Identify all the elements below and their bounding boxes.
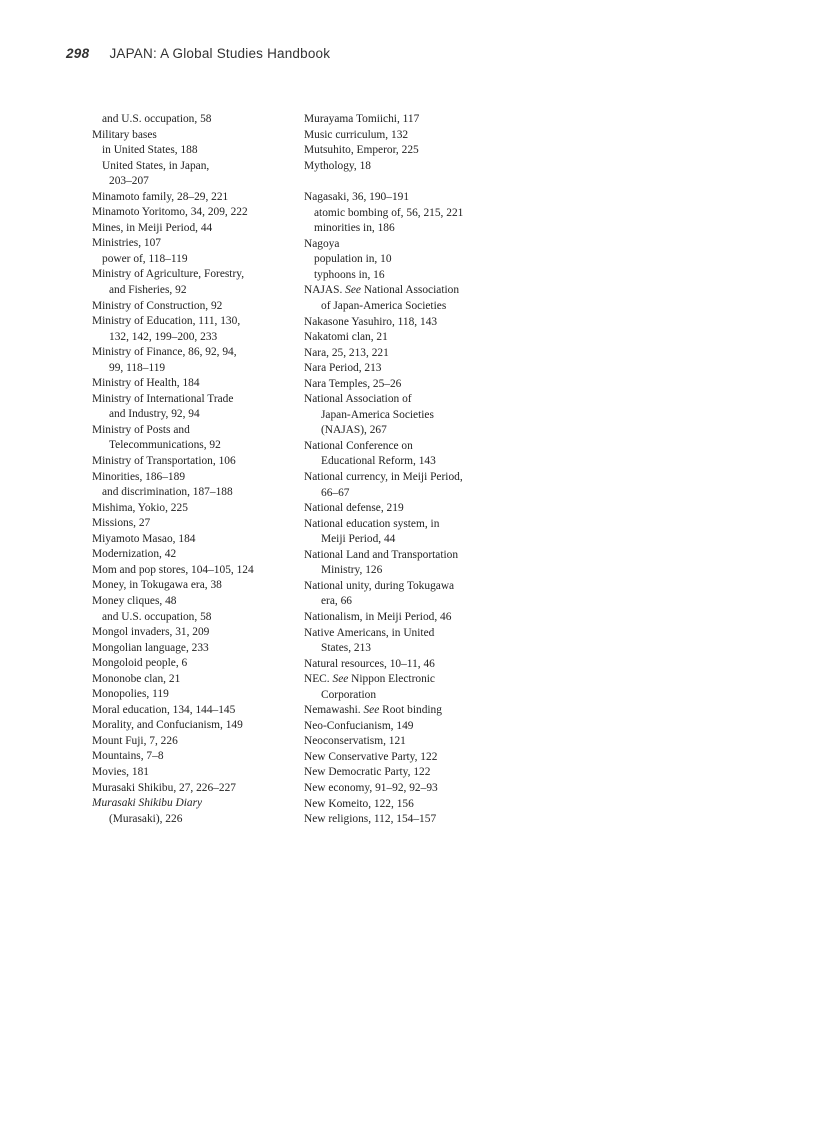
index-entry-text: era, 66	[321, 595, 352, 608]
index-entry-text: Movies, 181	[92, 765, 149, 778]
index-entry	[304, 112, 504, 128]
index-entry-text: and discrimination, 187–188	[102, 486, 233, 499]
index-entry	[304, 626, 504, 642]
index-entry-continuation	[92, 407, 288, 423]
index-entry-continuation	[92, 361, 288, 377]
index-entry-text: and Industry, 92, 94	[109, 408, 200, 421]
index-entry-text: Nagoya	[304, 237, 340, 250]
index-entry	[92, 190, 288, 206]
index-entry-text: States, 213	[321, 642, 371, 655]
index-entry-text: Neo-Confucianism, 149	[304, 719, 414, 732]
index-entry	[92, 703, 288, 719]
index-entry-text: and U.S. occupation, 58	[102, 610, 212, 623]
index-entry	[304, 190, 504, 206]
index-entry	[92, 221, 288, 237]
index-entry	[304, 750, 504, 766]
index-entry	[304, 237, 504, 253]
index-entry-text: Mongoloid people, 6	[92, 657, 188, 670]
index-entry	[304, 548, 504, 564]
index-entry-text: Mononobe clan, 21	[92, 672, 181, 685]
index-entry	[92, 423, 288, 439]
index-subentry	[92, 159, 288, 175]
index-entry	[304, 765, 504, 781]
index-entry-text: Nakasone Yasuhiro, 118, 143	[304, 315, 438, 328]
index-entry-continuation	[92, 283, 288, 299]
index-entry-text: Ministry of Construction, 92	[92, 299, 223, 312]
index-entry	[92, 641, 288, 657]
running-head	[66, 46, 330, 61]
index-entry-text: Native Americans, in United	[304, 626, 435, 639]
index-entry	[304, 377, 504, 393]
index-entry-text: Telecommunications, 92	[109, 439, 221, 452]
index-entry-text: Miyamoto Masao, 184	[92, 532, 196, 545]
index-entry	[304, 330, 504, 346]
index-entry-text: Modernization, 42	[92, 548, 177, 561]
index-entry	[304, 361, 504, 377]
index-entry-continuation	[92, 330, 288, 346]
index-entry-text: Ministry, 126	[321, 564, 383, 577]
index-entry-text: Monopolies, 119	[92, 688, 169, 701]
index-entry-continuation	[304, 641, 504, 657]
see-reference-target: Nippon Electronic	[348, 673, 435, 686]
index-entry-continuation	[304, 594, 504, 610]
index-entry-text: 132, 142, 199–200, 233	[109, 330, 218, 343]
index-entry-continuation	[304, 423, 504, 439]
index-subentry	[304, 268, 504, 284]
index-entry-text: United States, in Japan,	[102, 159, 210, 172]
index-entry	[92, 454, 288, 470]
index-entry-text: Murayama Tomiichi, 117	[304, 113, 420, 125]
index-entry	[92, 299, 288, 315]
index-entry-text: 203–207	[109, 175, 149, 188]
index-entry	[304, 703, 504, 719]
index-entry-text: NEC.	[304, 673, 330, 686]
index-entry	[92, 672, 288, 688]
index-entry-text: Morality, and Confucianism, 149	[92, 719, 243, 732]
index-entry	[92, 205, 288, 221]
index-entry-text: Nationalism, in Meiji Period, 46	[304, 610, 452, 623]
index-entry-text: Nagasaki, 36, 190–191	[304, 191, 410, 204]
index-entry-text: Nakatomi clan, 21	[304, 331, 388, 344]
index-entry	[92, 547, 288, 563]
index-entry-text: Nara Period, 213	[304, 362, 382, 375]
page-number: 298	[66, 46, 90, 61]
index-entry	[92, 781, 288, 797]
index-entry	[304, 579, 504, 595]
index-entry-text: New economy, 91–92, 92–93	[304, 781, 438, 794]
index-entry	[92, 625, 288, 641]
index-entry-text: Neoconservatism, 121	[304, 735, 406, 748]
index-entry	[304, 797, 504, 813]
index-entry-continuation	[92, 812, 288, 828]
index-entry-continuation	[304, 299, 504, 315]
index-entry-continuation	[92, 174, 288, 190]
index-entry	[92, 687, 288, 703]
index-entry-text: Ministry of Agriculture, Forestry,	[92, 268, 245, 281]
index-entry-text: 66–67	[321, 486, 350, 499]
index-entry	[304, 610, 504, 626]
index-entry-text: Ministries, 107	[92, 237, 161, 250]
index-subentry	[304, 252, 504, 268]
index-subentry	[92, 610, 288, 626]
index-entry-text: (Murasaki), 226	[109, 812, 183, 825]
see-reference-target: Root binding	[379, 704, 442, 717]
index-entry-text: Missions, 27	[92, 517, 151, 530]
index-entry	[304, 346, 504, 362]
see-reference: See	[345, 284, 361, 297]
index-entry-text: New Democratic Party, 122	[304, 766, 431, 779]
index-entry-text: National Association of	[304, 393, 412, 406]
index-entry	[92, 345, 288, 361]
index-entry-text: typhoons in, 16	[314, 268, 385, 281]
index-entry-text: New religions, 112, 154–157	[304, 813, 437, 826]
index-entry-text: Money, in Tokugawa era, 38	[92, 579, 222, 592]
index-column-left	[92, 112, 288, 827]
index-entry-text: Moral education, 134, 144–145	[92, 703, 236, 716]
index-entry	[92, 594, 288, 610]
index-entry	[92, 376, 288, 392]
letter-group-gap	[304, 174, 504, 190]
index-entry	[304, 657, 504, 673]
index-entry-continuation	[304, 532, 504, 548]
index-entry	[304, 392, 504, 408]
index-entry-text: National defense, 219	[304, 502, 404, 515]
index-entry	[92, 267, 288, 283]
index-entry-text: power of, 118–119	[102, 252, 188, 265]
index-entry-text: atomic bombing of, 56, 215, 221	[314, 206, 464, 219]
index-entry-text: Mishima, Yokio, 225	[92, 501, 188, 514]
index-entry	[92, 796, 288, 812]
index-subentry	[92, 143, 288, 159]
index-entry	[92, 501, 288, 517]
see-reference: See	[332, 673, 349, 686]
index-entry-text: Minamoto Yoritomo, 34, 209, 222	[92, 206, 248, 219]
see-reference-target: National Association	[360, 284, 460, 297]
index-entry	[304, 672, 504, 688]
index-entry-text: Ministry of Transportation, 106	[92, 455, 236, 468]
index-entry-text: Japan-America Societies	[321, 408, 434, 421]
index-entry-continuation	[304, 563, 504, 579]
index-entry	[304, 812, 504, 828]
index-entry-text: Murasaki Shikibu, 27, 226–227	[92, 781, 236, 794]
index-entry-text: Mines, in Meiji Period, 44	[92, 221, 213, 234]
index-subentry	[304, 221, 504, 237]
index-entry-text: Nara Temples, 25–26	[304, 377, 402, 390]
index-entry	[92, 749, 288, 765]
index-subentry	[304, 206, 504, 222]
index-entry-text: National education system, in	[304, 517, 440, 530]
index-column-right	[304, 112, 504, 828]
index-entry-text: Mountains, 7–8	[92, 750, 164, 763]
index-entry-text: Ministry of Health, 184	[92, 377, 200, 390]
index-entry-text: minorities in, 186	[314, 222, 395, 235]
index-entry-text: Nara, 25, 213, 221	[304, 346, 389, 359]
index-entry-text: Ministry of Education, 111, 130,	[92, 315, 241, 328]
index-entry-text: Money cliques, 48	[92, 594, 177, 607]
index-entry-text: of Japan-America Societies	[321, 300, 447, 313]
index-entry-text: Educational Reform, 143	[321, 455, 436, 468]
index-entry-text: Murasaki Shikibu Diary	[92, 797, 203, 810]
index-entry	[304, 501, 504, 517]
index-entry-text: Minamoto family, 28–29, 221	[92, 190, 229, 203]
index-entry-text: Mongol invaders, 31, 209	[92, 626, 210, 639]
see-reference: See	[363, 704, 380, 717]
index-entry-text: Corporation	[321, 688, 377, 701]
index-entry	[304, 470, 504, 486]
book-title: JAPAN: A Global Studies Handbook	[109, 46, 331, 61]
index-entry-continuation	[92, 438, 288, 454]
index-entry-text: Ministry of International Trade	[92, 392, 234, 405]
index-entry	[92, 314, 288, 330]
index-entry-text: Mongolian language, 233	[92, 641, 209, 654]
index-subentry	[92, 485, 288, 501]
index-entry-text: National Conference on	[304, 439, 413, 452]
index-entry	[92, 734, 288, 750]
index-entry-text: Ministry of Finance, 86, 92, 94,	[92, 346, 237, 359]
index-entry	[92, 516, 288, 532]
index-entry	[92, 765, 288, 781]
index-entry-text: 99, 118–119	[109, 361, 166, 374]
index-entry	[304, 734, 504, 750]
index-entry	[304, 128, 504, 144]
index-entry-text: Military bases	[92, 128, 157, 141]
index-entry-text: and Fisheries, 92	[109, 284, 187, 297]
index-entry-text: National currency, in Meiji Period,	[304, 471, 463, 484]
index-entry	[92, 470, 288, 486]
index-entry-continuation	[304, 408, 504, 424]
index-entry-text: Natural resources, 10–11, 46	[304, 657, 435, 670]
index-entry-text: Mutsuhito, Emperor, 225	[304, 144, 419, 157]
index-entry-text: Nemawashi.	[304, 704, 361, 717]
index-entry	[304, 315, 504, 331]
index-entry-continuation	[304, 454, 504, 470]
index-subentry	[92, 252, 288, 268]
index-entry	[92, 236, 288, 252]
index-entry-text: Mom and pop stores, 104–105, 124	[92, 563, 254, 576]
index-entry	[304, 781, 504, 797]
index-entry-text: National unity, during Tokugawa	[304, 579, 455, 592]
index-entry	[92, 392, 288, 408]
index-entry-text: Music curriculum, 132	[304, 128, 409, 141]
index-entry	[304, 159, 504, 175]
index-entry	[92, 656, 288, 672]
index-entry-text: New Komeito, 122, 156	[304, 797, 414, 810]
index-entry-text: NAJAS.	[304, 284, 343, 297]
index-entry	[92, 578, 288, 594]
index-entry	[92, 532, 288, 548]
index-entry-text: Mount Fuji, 7, 226	[92, 734, 178, 747]
index-entry	[304, 283, 504, 299]
index-entry-text: and U.S. occupation, 58	[102, 113, 212, 125]
index-entry-continuation	[304, 486, 504, 502]
index-entry-text: (NAJAS), 267	[321, 424, 387, 437]
index-entry	[304, 143, 504, 159]
index-entry-text: population in, 10	[314, 253, 392, 266]
index-entry	[304, 517, 504, 533]
index-entry-text: New Conservative Party, 122	[304, 750, 438, 763]
index-entry-text: Minorities, 186–189	[92, 470, 186, 483]
index-subentry	[92, 112, 288, 128]
index-entry	[92, 563, 288, 579]
index-entry-text: Mythology, 18	[304, 159, 371, 172]
index-entry-continuation	[304, 688, 504, 704]
index-entry-text: Ministry of Posts and	[92, 423, 190, 436]
index-entry	[92, 128, 288, 144]
index-entry	[304, 439, 504, 455]
index-entry	[92, 718, 288, 734]
index-entry-text: in United States, 188	[102, 144, 198, 157]
index-entry-text: National Land and Transportation	[304, 548, 459, 561]
index-entry-text: Meiji Period, 44	[321, 533, 396, 546]
index-entry	[304, 719, 504, 735]
